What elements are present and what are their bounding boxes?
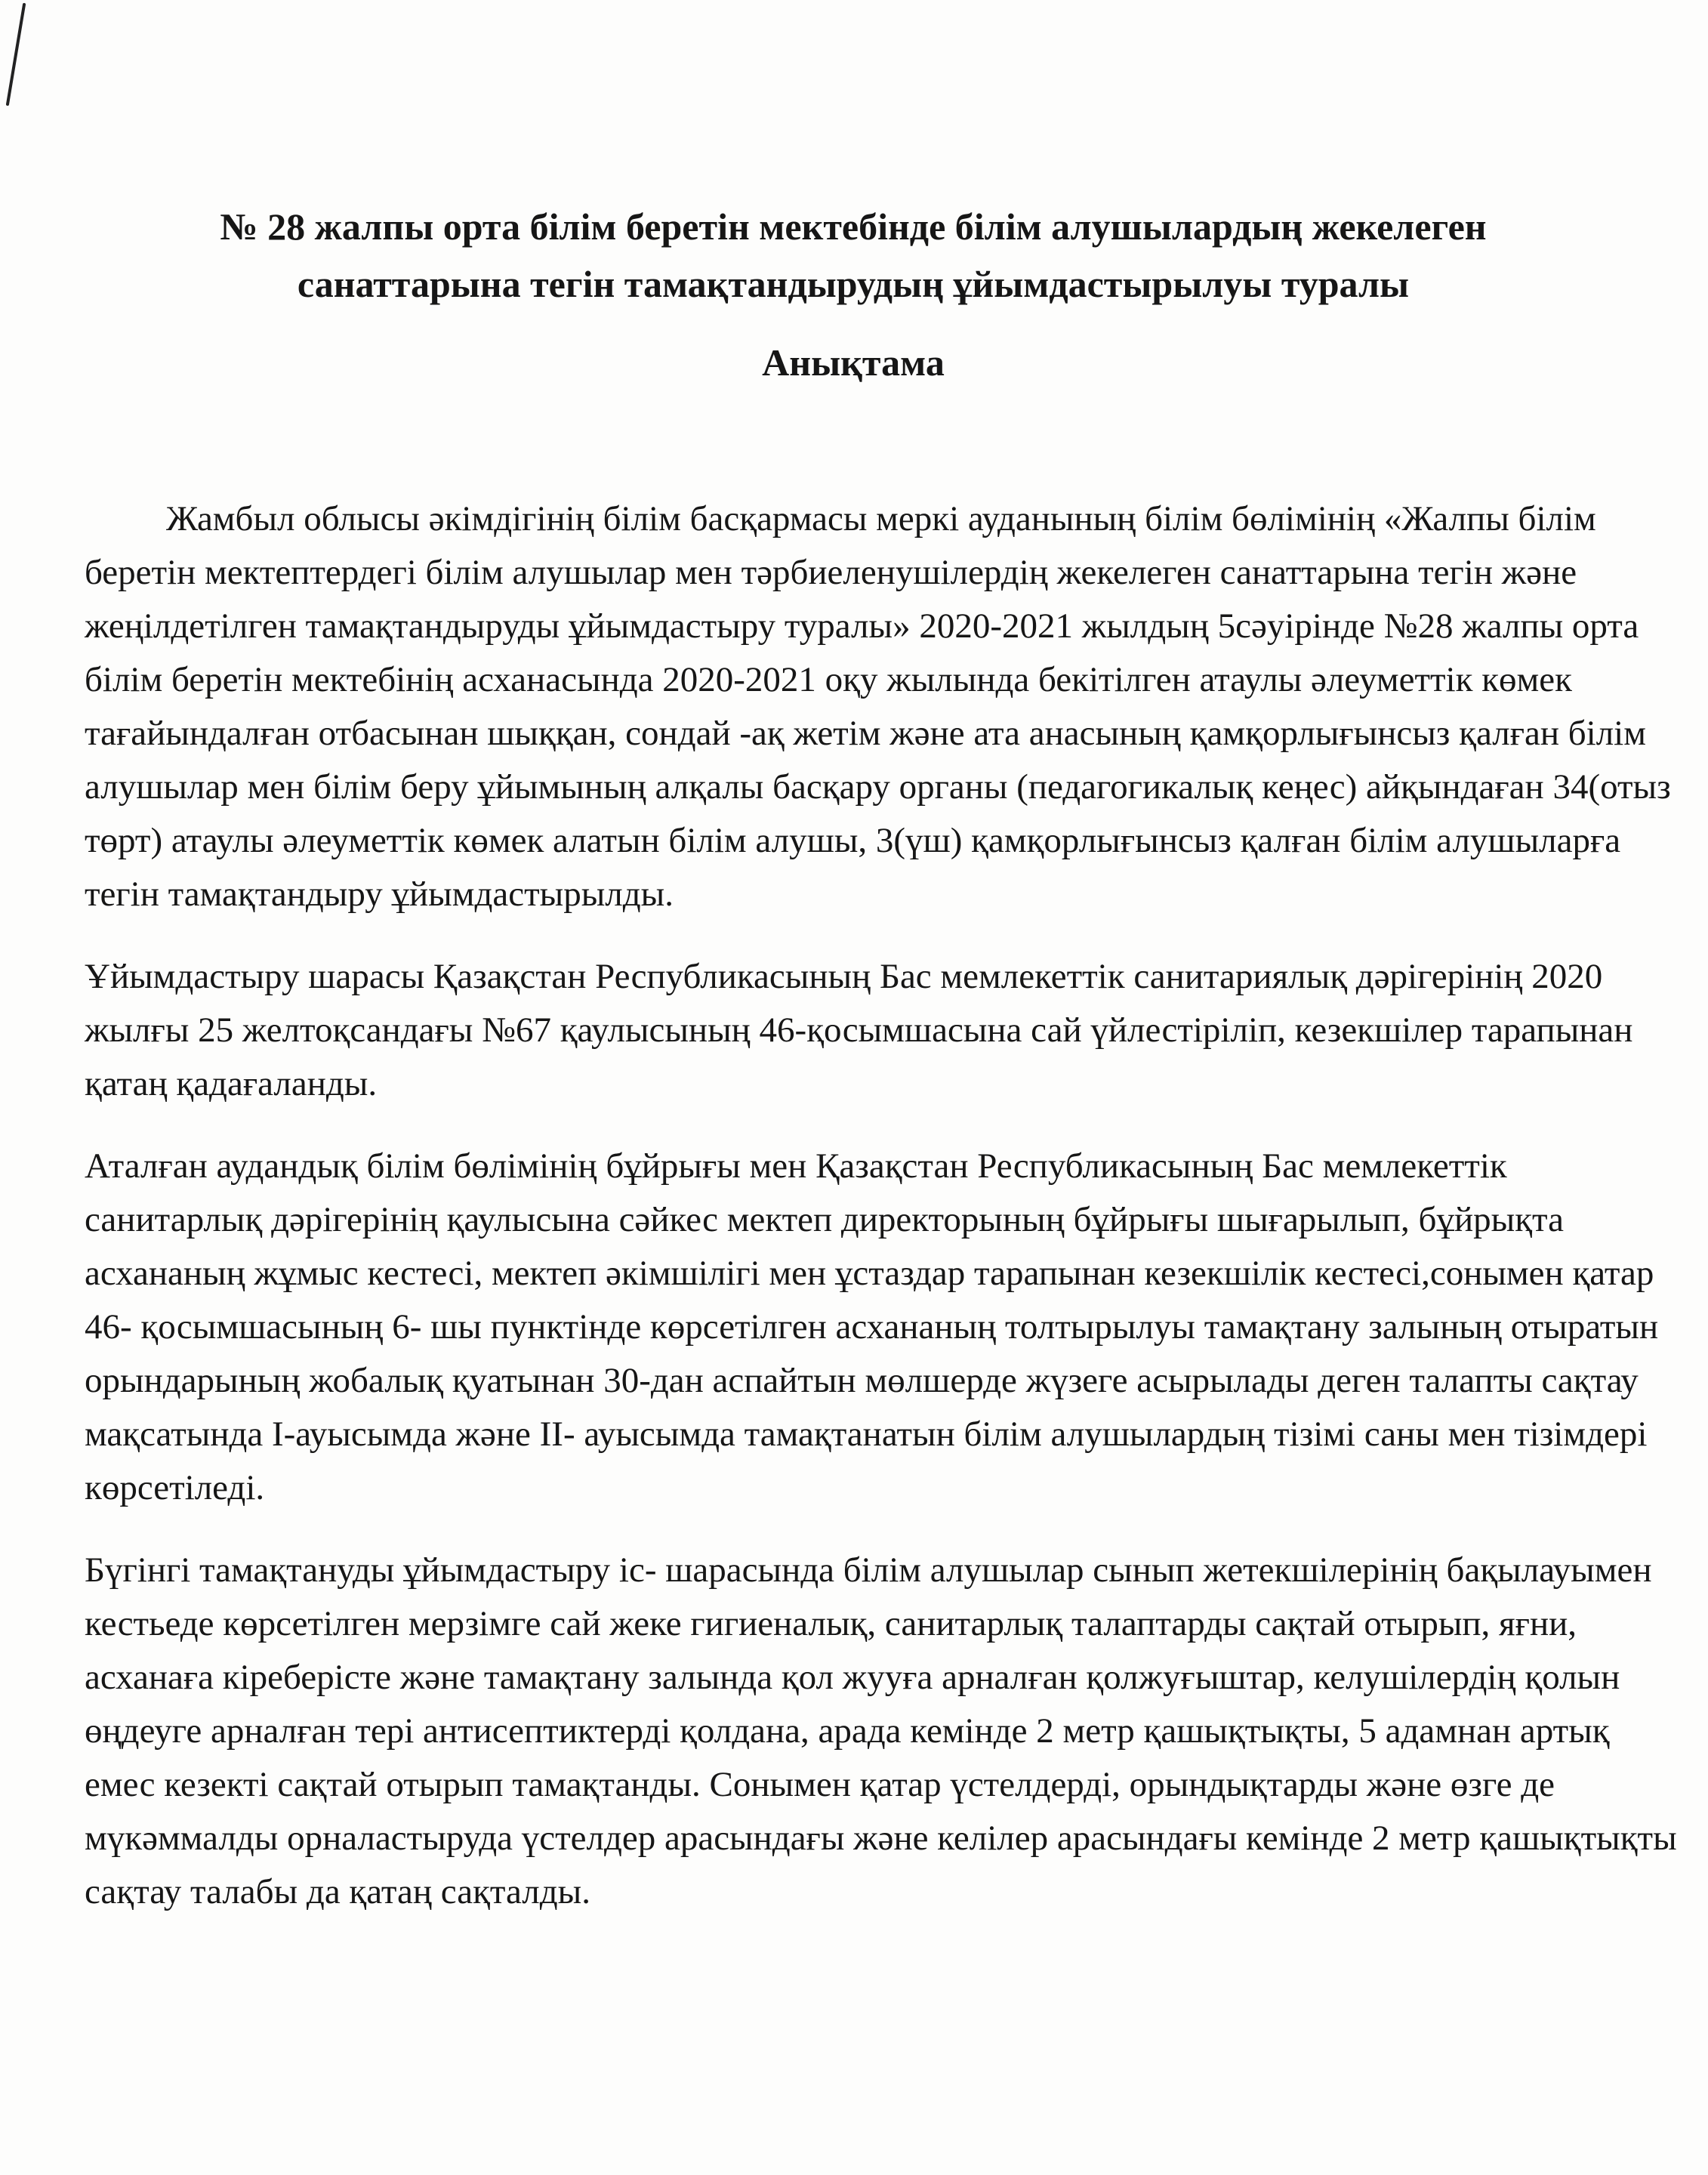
paragraph-3: Аталған аудандық білім бөлімінің бұйрығы мен Қазақстан Республикасының Бас мемлекеттік санитарлық дәрігерінің қаулысына сәйкес мектеп директорының бұйрығы шығарылып, бұйрықта асхананың жұмыс кестесі, мектеп әкімшілігі мен ұстаздар тарапынан кезекшілік кестесі,сонымен қатар 46- қосымшасының 6- шы пунктінде көрсетілген асхананың толтырылуы тамақтану залының отыратын орындарының жобалық қуатынан 30-дан аспайтын мөлшерде жүзеге асырылады деген талапты сақтау мақсатында I-ауысымда және II- ауысымда тамақтанатын білім алушылардың тізімі саны мен тізімдері көрсетіледі. [85, 1146, 1659, 1507]
title-line-2: санаттарына тегін тамақтандырудың ұйымдастырылуы туралы [297, 263, 1410, 305]
paragraph-4: Бүгінгі тамақтануды ұйымдастыру іс- шарасында білім алушылар сынып жетекшілерінің бақылауымен кестьеде көрсетілген мерзімге сай жеке гигиеналық, санитарлық талаптарды сақтай отырып, яғни, асханаға кіреберісте және тамақтану залында қол жууға арналған қолжуғыштар, келушілердің қолын өңдеуге арналған тері антисептиктерді қолдана, арада кемінде 2 метр қашықтықты, 5 адамнан артық емес кезекті сақтай отырып тамақтанды. Сонымен қатар үстелдерді, орындықтарды және өзге де мүкәммалды орналастыруда үстелдер арасындағы және келілер арасындағы кемінде 2 метр қашықтықты сақтау талабы да қатаң сақталды. [85, 1550, 1677, 1911]
paragraph-2: Ұйымдастыру шарасы Қазақстан Республикасының Бас мемлекеттік санитариялық дәрігерінің 2020 жылғы 25 желтоқсандағы №67 қаулысының 46-қосымшасына сай үйлестіріліп, кезекшілер тарапынан қатаң қадағаланды. [85, 957, 1633, 1103]
document-subtitle: Анықтама [762, 341, 945, 384]
title-line-1: № 28 жалпы орта білім беретін мектебінде білім алушылардың жекелеген [220, 205, 1487, 248]
document-title [113, 198, 1593, 313]
document-body [85, 492, 1685, 1948]
paragraph-1: Жамбыл облысы әкімдігінің білім басқармасы меркі ауданының білім бөлімінің «Жалпы білім беретін мектептердегі білім алушылар мен тәрбиеленушілердің жекелеген санаттарына тегін және жеңілдетілген тамақтандыруды ұйымдастыру туралы» 2020-2021 жылдың 5сәуірінде №28 жалпы орта білім беретін мектебінің асханасында 2020-2021 оқу жылында бекітілген атаулы әлеуметтік көмек тағайындалған отбасынан шыққан, сондай -ақ жетім және ата анасының қамқорлығынсыз қалған білім алушылар мен білім беру ұйымының алқалы басқару органы (педагогикалық кеңес) айқындаған 34(отыз төрт) атаулы әлеуметтік көмек алатын білім алушы, 3(үш) қамқорлығынсыз қалған білім алушыларға тегін тамақтандыру ұйымдастырылды. [85, 499, 1671, 914]
pen-stroke-mark [0, 0, 45, 113]
